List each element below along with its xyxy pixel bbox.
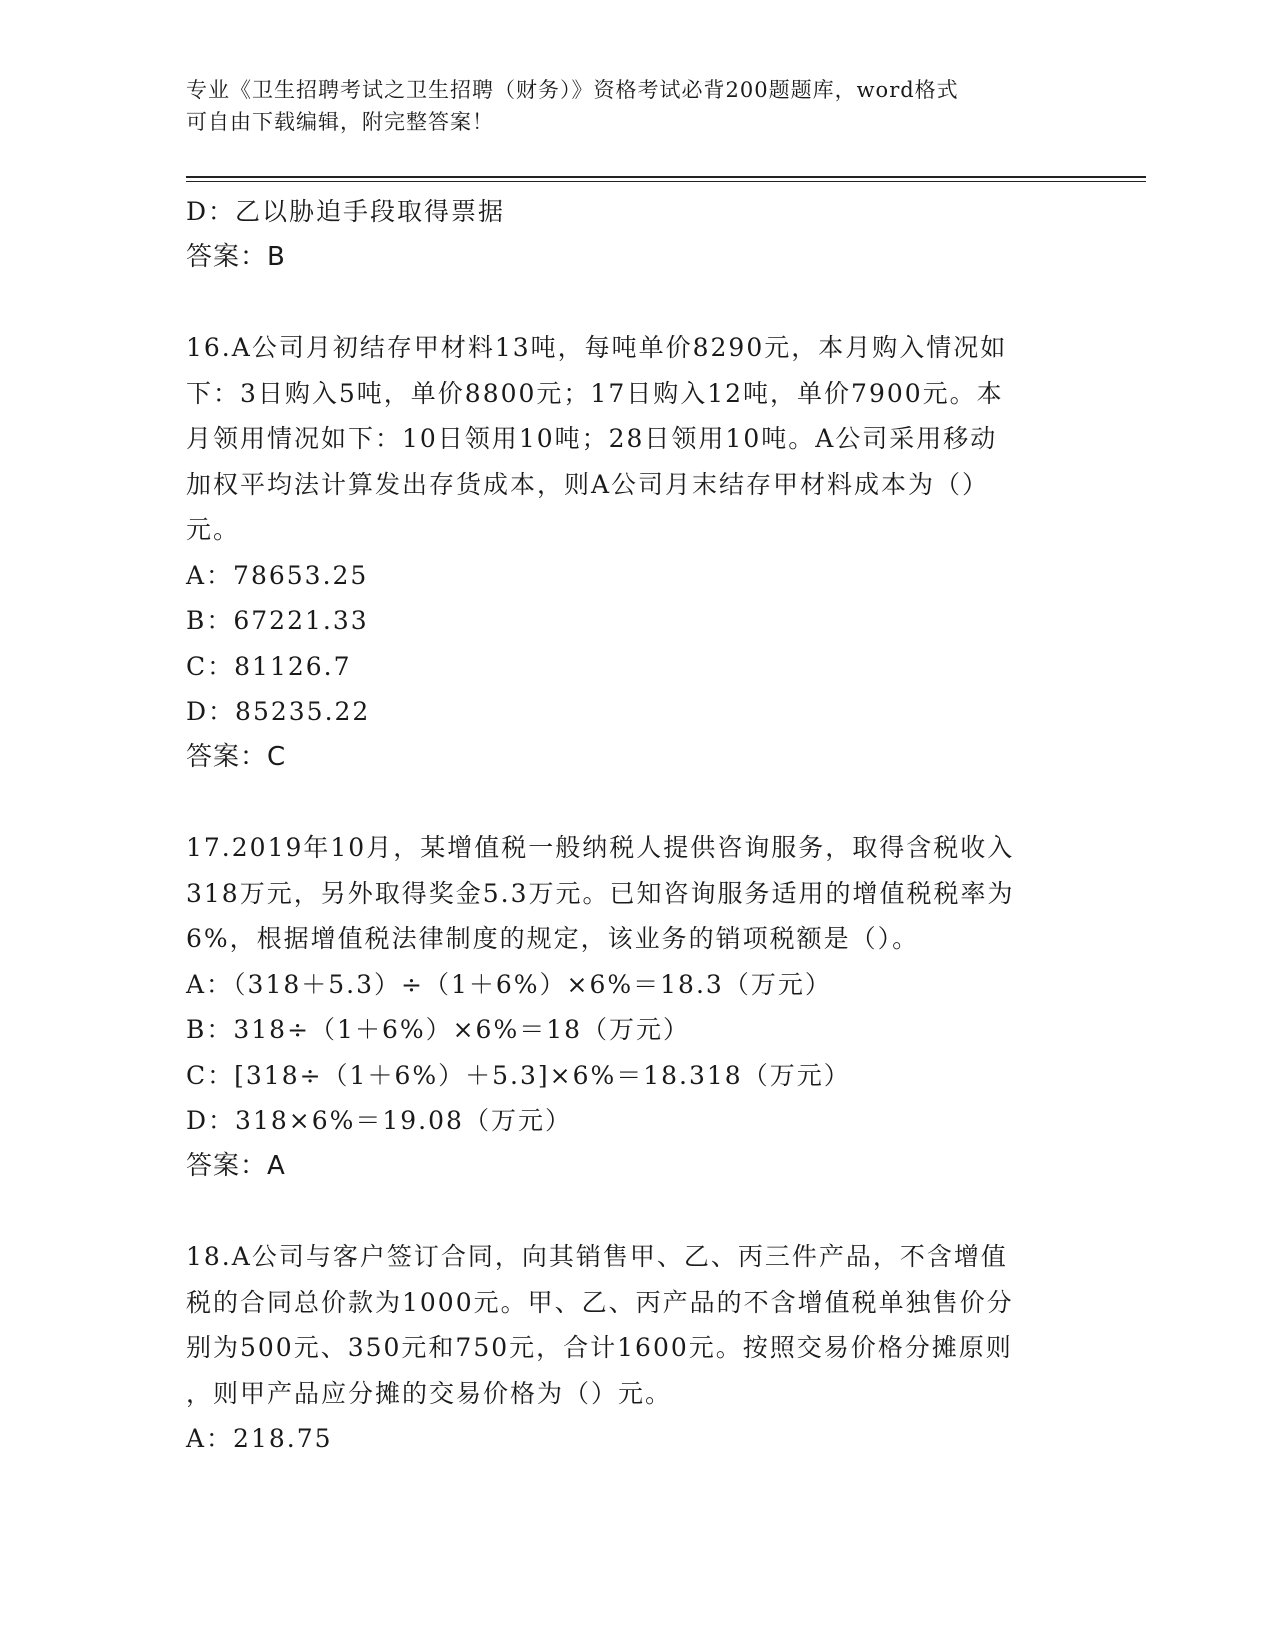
question-text-line: 税的合同总价款为1000元。甲、乙、丙产品的不含增值税单独售价分 bbox=[186, 1287, 1014, 1317]
page-header bbox=[186, 74, 1086, 138]
question-text-line: 16.A公司月初结存甲材料13吨，每吨单价8290元，本月购入情况如 bbox=[186, 333, 1008, 362]
document-body bbox=[186, 189, 1086, 1462]
question-text-line: 加权平均法计算发出存货成本，则A公司月末结存甲材料成本为（） bbox=[186, 469, 990, 499]
question-text-line: 17.2019年10月，某增值税一般纳税人提供咨询服务，取得含税收入 bbox=[186, 833, 1015, 862]
answer: 答案：C bbox=[186, 741, 287, 772]
question-text-line: 6%，根据增值税法律制度的规定，该业务的销项税额是（）。 bbox=[186, 924, 920, 953]
question-text-line: 318万元，另外取得奖金5.3万元。已知咨询服务适用的增值税税率为 bbox=[186, 878, 1015, 908]
question-18 bbox=[186, 1234, 1086, 1462]
question-text-line: 元。 bbox=[186, 515, 241, 544]
header-divider-thick bbox=[186, 176, 1146, 178]
header-line-2: 可自由下载编辑，附完整答案！ bbox=[186, 110, 494, 134]
option-a: A：（318＋5.3）÷（1＋6%）×6%＝18.3（万元） bbox=[186, 969, 832, 999]
header-line-1: 专业《卫生招聘考试之卫生招聘（财务）》资格考试必背200题题库，word格式 bbox=[186, 78, 959, 102]
option-d: D：乙以胁迫手段取得票据 bbox=[186, 197, 506, 226]
option-b: B：318÷（1＋6%）×6%＝18（万元） bbox=[186, 1015, 691, 1044]
option-a: A：218.75 bbox=[186, 1424, 333, 1453]
question-16 bbox=[186, 325, 1086, 780]
option-a: A：78653.25 bbox=[186, 560, 369, 590]
option-c: C：[318÷（1＋6%）＋5.3]×6%＝18.318（万元） bbox=[186, 1060, 851, 1090]
option-b: B：67221.33 bbox=[186, 606, 369, 635]
answer: 答案：A bbox=[186, 1150, 286, 1181]
option-d: D：85235.22 bbox=[186, 697, 371, 726]
question-17 bbox=[186, 825, 1086, 1189]
header-divider-thin bbox=[186, 181, 1146, 182]
question-text-line: 下：3日购入5吨，单价8800元；17日购入12吨，单价7900元。本 bbox=[186, 378, 1004, 408]
question-text-line: 18.A公司与客户签订合同，向其销售甲、乙、丙三件产品，不含增值 bbox=[186, 1242, 1008, 1271]
option-c: C：81126.7 bbox=[186, 651, 352, 681]
question-text-line: 月领用情况如下：10日领用10吨；28日领用10吨。A公司采用移动 bbox=[186, 424, 998, 453]
option-d: D：318×6%＝19.08（万元） bbox=[186, 1106, 572, 1135]
question-text-line: 别为500元、350元和750元，合计1600元。按照交易价格分摊原则 bbox=[186, 1333, 1013, 1362]
answer: 答案：B bbox=[186, 241, 286, 272]
question-text-line: ，则甲产品应分摊的交易价格为（）元。 bbox=[186, 1378, 673, 1408]
